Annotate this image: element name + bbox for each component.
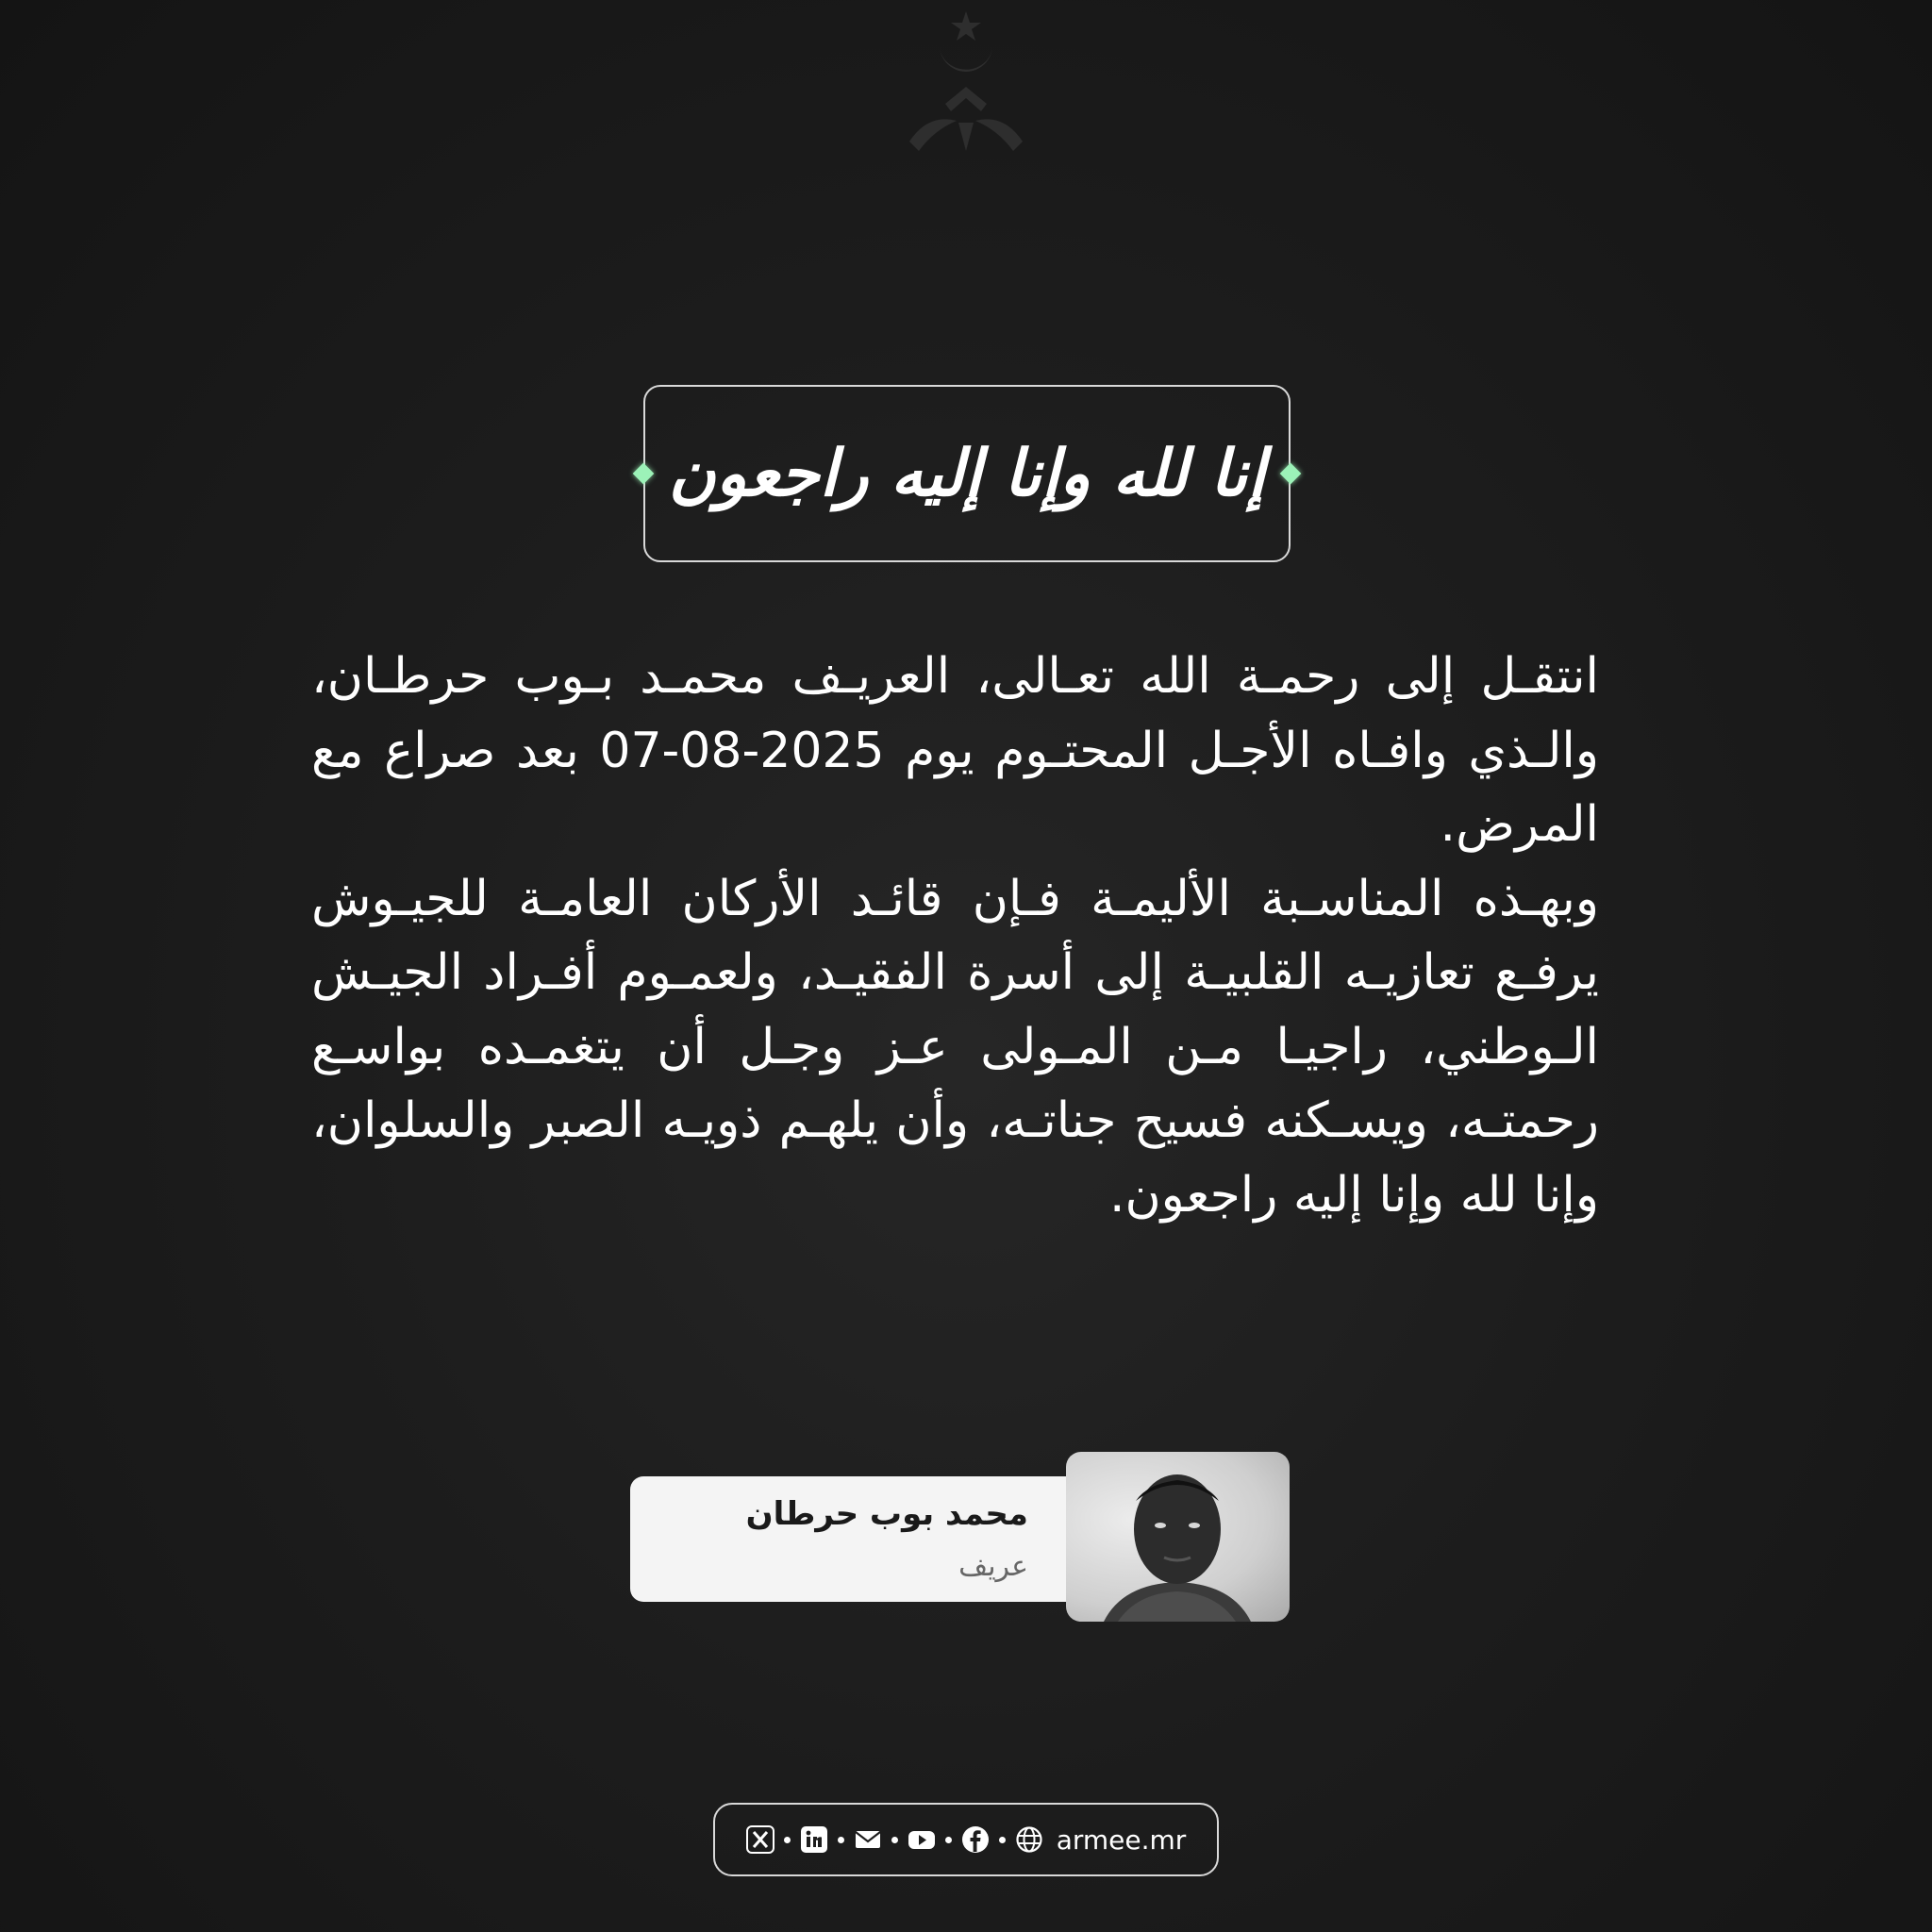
army-emblem-icon [891,0,1041,160]
separator-dot [784,1837,791,1843]
deceased-name-card [630,1476,1083,1602]
separator-dot [891,1837,898,1843]
globe-icon[interactable] [1015,1825,1043,1854]
mail-icon[interactable] [854,1825,882,1854]
diamond-ornament-icon [1280,463,1302,485]
linkedin-icon[interactable] [800,1825,828,1854]
separator-dot [838,1837,844,1843]
footer-links [713,1803,1219,1876]
diamond-ornament-icon [633,463,655,485]
separator-dot [945,1837,952,1843]
verse-frame [643,385,1291,562]
deceased-rank: عريف [958,1550,1028,1583]
website-link[interactable]: armee.mr [1056,1824,1187,1856]
deceased-photo [1066,1452,1290,1622]
condolence-announcement [311,640,1599,1232]
announcement-paragraph-1: انتقـل إلى رحمـة الله تعـالى، العريـف محمـد بـوب حرطـان، والـذي وافـاه الأجـل المحتـوم يوم 2025-08-07 بعد صراع مع المرض. [311,648,1599,853]
deceased-name: محمد بوب حرطان [745,1495,1028,1533]
x-icon[interactable] [746,1825,774,1854]
portrait-icon [1066,1452,1290,1622]
quran-verse-calligraphy: إنا لله وإنا إليه راجعون [668,436,1266,511]
youtube-icon[interactable] [908,1825,936,1854]
announcement-paragraph-2: وبهـذه المناسـبة الأليمـة فـإن قائـد الأركان العامـة للجيـوش يرفـع تعازيـه القلبيـة إلى أسرة الفقيـد، ولعمـوم أفـراد الجيـش الـوطني، راجيـا مـن المـولى عـز وجـل أن يتغمـده بواسـع رحمتـه، ويسـكنه فسيح جناتـه، وأن يلهـم ذويـه الصبر والسلوان، وإنا لله وإنا إليه راجعون. [311,870,1599,1224]
facebook-icon[interactable] [961,1825,990,1854]
separator-dot [999,1837,1006,1843]
